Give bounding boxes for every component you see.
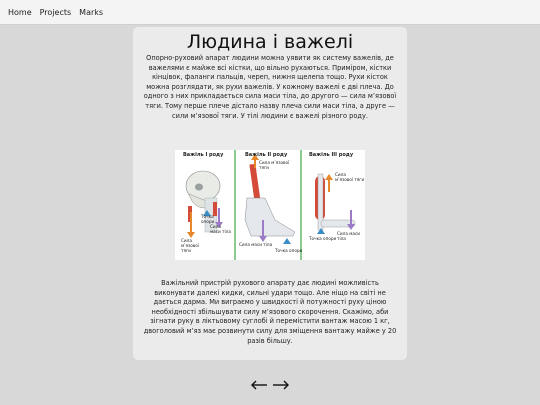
lever3-muscle-label: Сила м’язової тяги	[335, 172, 365, 182]
top-navigation-bar	[0, 0, 540, 25]
lever1-weight-label: Сила маси тіла	[210, 224, 231, 234]
lever3-fulcrum-label: Точка опори	[309, 236, 337, 241]
lever-type-3-title: Важіль ІІІ роду	[309, 152, 354, 158]
lever2-weight-label: Сила маси тіла	[239, 242, 273, 247]
article-outro-paragraph: Важільний пристрій рухового апарату дає людині можливість виконувати далекі кидки, сильні удари тощо. Але ніщо на світі не дається дарма. Ми виграємо у швидкості й потужності руху ціною необхідності збільшувати силу м’язового скорочення. Скажімо, аби зігнати руку в ліктьовому суглобі й перемістити вантаж масою 1 кг, двоголовий м’яз має розвинути силу для зміщення вантажу майже у 20 разів більшу.	[143, 279, 397, 345]
lever2-muscle-label: Сила м’язової тяги	[259, 160, 290, 170]
lever-types-illustration	[175, 150, 365, 260]
lever2-fulcrum-label: Точка опори	[275, 248, 303, 253]
nav-link-projects[interactable]: Projects	[39, 7, 72, 17]
article-title: Людина і важелі	[186, 31, 354, 53]
article-card	[133, 27, 407, 360]
pagination	[0, 377, 540, 393]
lever-type-2-title: Важіль ІІ роду	[245, 152, 288, 158]
nav-link-home[interactable]: Home	[8, 7, 32, 17]
arrow-right-icon[interactable]	[272, 377, 290, 393]
lever1-fulcrum-label: Точка опори	[201, 214, 215, 224]
arrow-left-icon[interactable]	[250, 377, 268, 393]
article-intro-paragraph: Опорно-руховий апарат людини можна уявити як систему важелів, де важелями є майже всі кістки, що вільно рухаються. Приміром, кістки кінцівок, фаланги пальців, череп, нижня щелепа тощо. Рухи кісток можна розглядати, як рухи важелів. У кожному важелі є дві плеча. До одного з них прикладається сила маси тіла, до другого — сила м’язової тяги. Тому перше плече дістало назву плеча сили маси тіла, а друге — сили м’язової тяги. У тілі людини є важелі різного роду.	[143, 54, 397, 120]
lever3-weight-label: Сила маси тіла	[337, 231, 360, 241]
lever1-muscle-label: Сила м’язової тяги	[181, 238, 199, 253]
lever-type-1-title: Важіль І роду	[183, 152, 224, 158]
nav-link-marks[interactable]: Marks	[79, 7, 104, 17]
